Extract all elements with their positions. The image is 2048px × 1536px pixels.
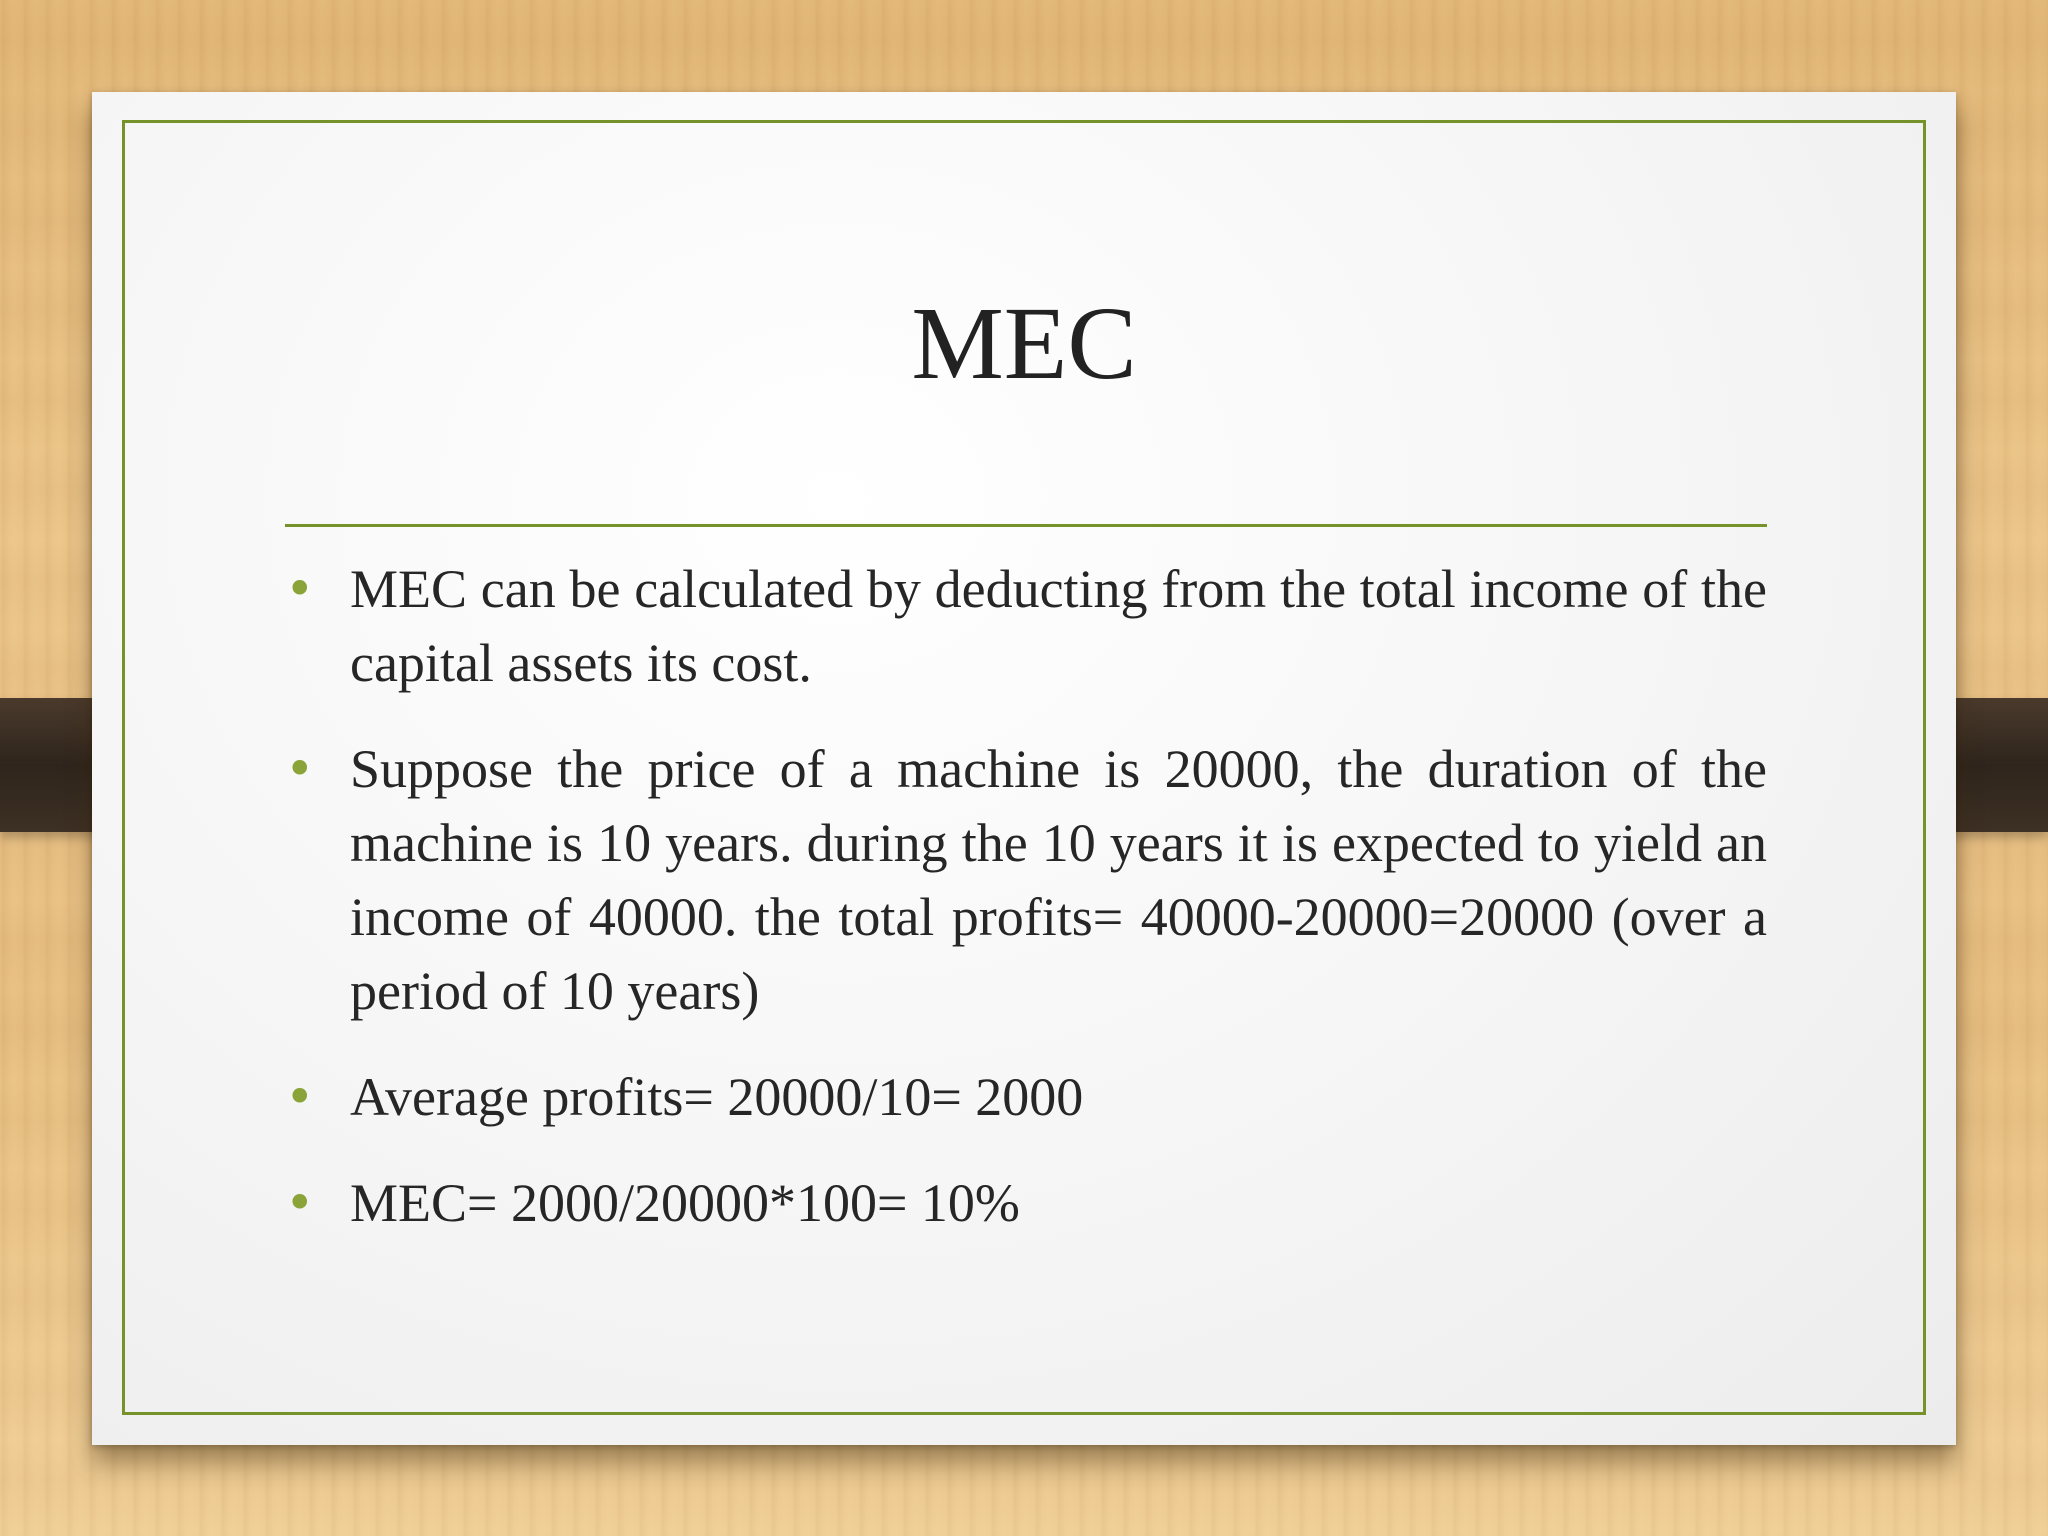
title-divider (285, 524, 1767, 527)
slide-title: MEC (911, 286, 1137, 401)
slide (92, 92, 1956, 1445)
bullet-list (285, 552, 1767, 1272)
bullet-text: Suppose the price of a machine is 20000, the duration of the machine is 10 years. during the 10 years it is expected to yield an income of 40000. the total profits= 40000-20000=20000 (over a period of 10 years) (350, 739, 1767, 1021)
list-item (285, 552, 1767, 700)
bullet-dot-icon: • (285, 740, 315, 798)
bullet-text: MEC= 2000/20000*100= 10% (350, 1173, 1020, 1233)
list-item (285, 1166, 1767, 1240)
bullet-text: Average profits= 20000/10= 2000 (350, 1067, 1084, 1127)
list-item (285, 1060, 1767, 1134)
bullet-dot-icon: • (285, 1068, 315, 1126)
list-item (285, 732, 1767, 1028)
bullet-text: MEC can be calculated by deducting from the total income of the capital assets its cost. (350, 559, 1767, 693)
bullet-dot-icon: • (285, 560, 315, 618)
bullet-dot-icon: • (285, 1174, 315, 1232)
